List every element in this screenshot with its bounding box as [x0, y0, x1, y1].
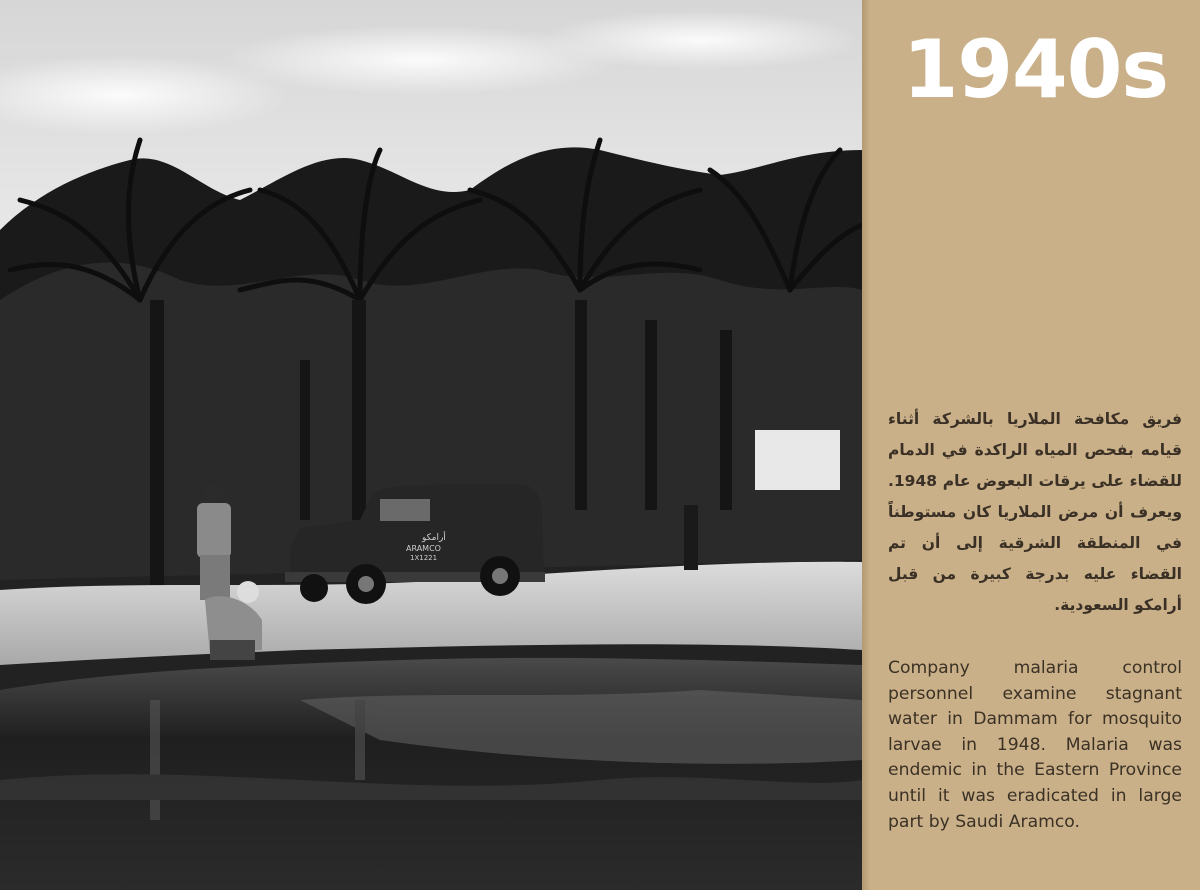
cloud: [540, 10, 860, 70]
decade-heading: 1940s: [902, 23, 1168, 116]
caption-arabic: فريق مكافحة الملاريا بالشركة أثناء قيامه بفحص المياه الراكدة في الدمام للقضاء على يرقات البعوض عام 1948. ويعرف أن مرض الملاريا كان مستوطناً في المنطقة الشرقية إلى أن تم القضاء عليه بدرجة كبيرة من قبل أرامكو السعودية.: [888, 410, 1182, 614]
caption-english: Company malaria control personnel examine stagnant water in Dammam for mosquito larvae in 1948. Malaria was endemic in the Eastern Province until it was eradicated in large part by Saudi Aramco.: [888, 658, 1182, 832]
panel-divider: [862, 0, 870, 890]
van-marking-arabic: أرامكو: [422, 533, 446, 543]
sky-gap: [755, 430, 840, 490]
distant-figure: [684, 505, 698, 570]
van-number: 1X1221: [410, 554, 438, 562]
van-marking: ARAMCO: [406, 544, 441, 553]
